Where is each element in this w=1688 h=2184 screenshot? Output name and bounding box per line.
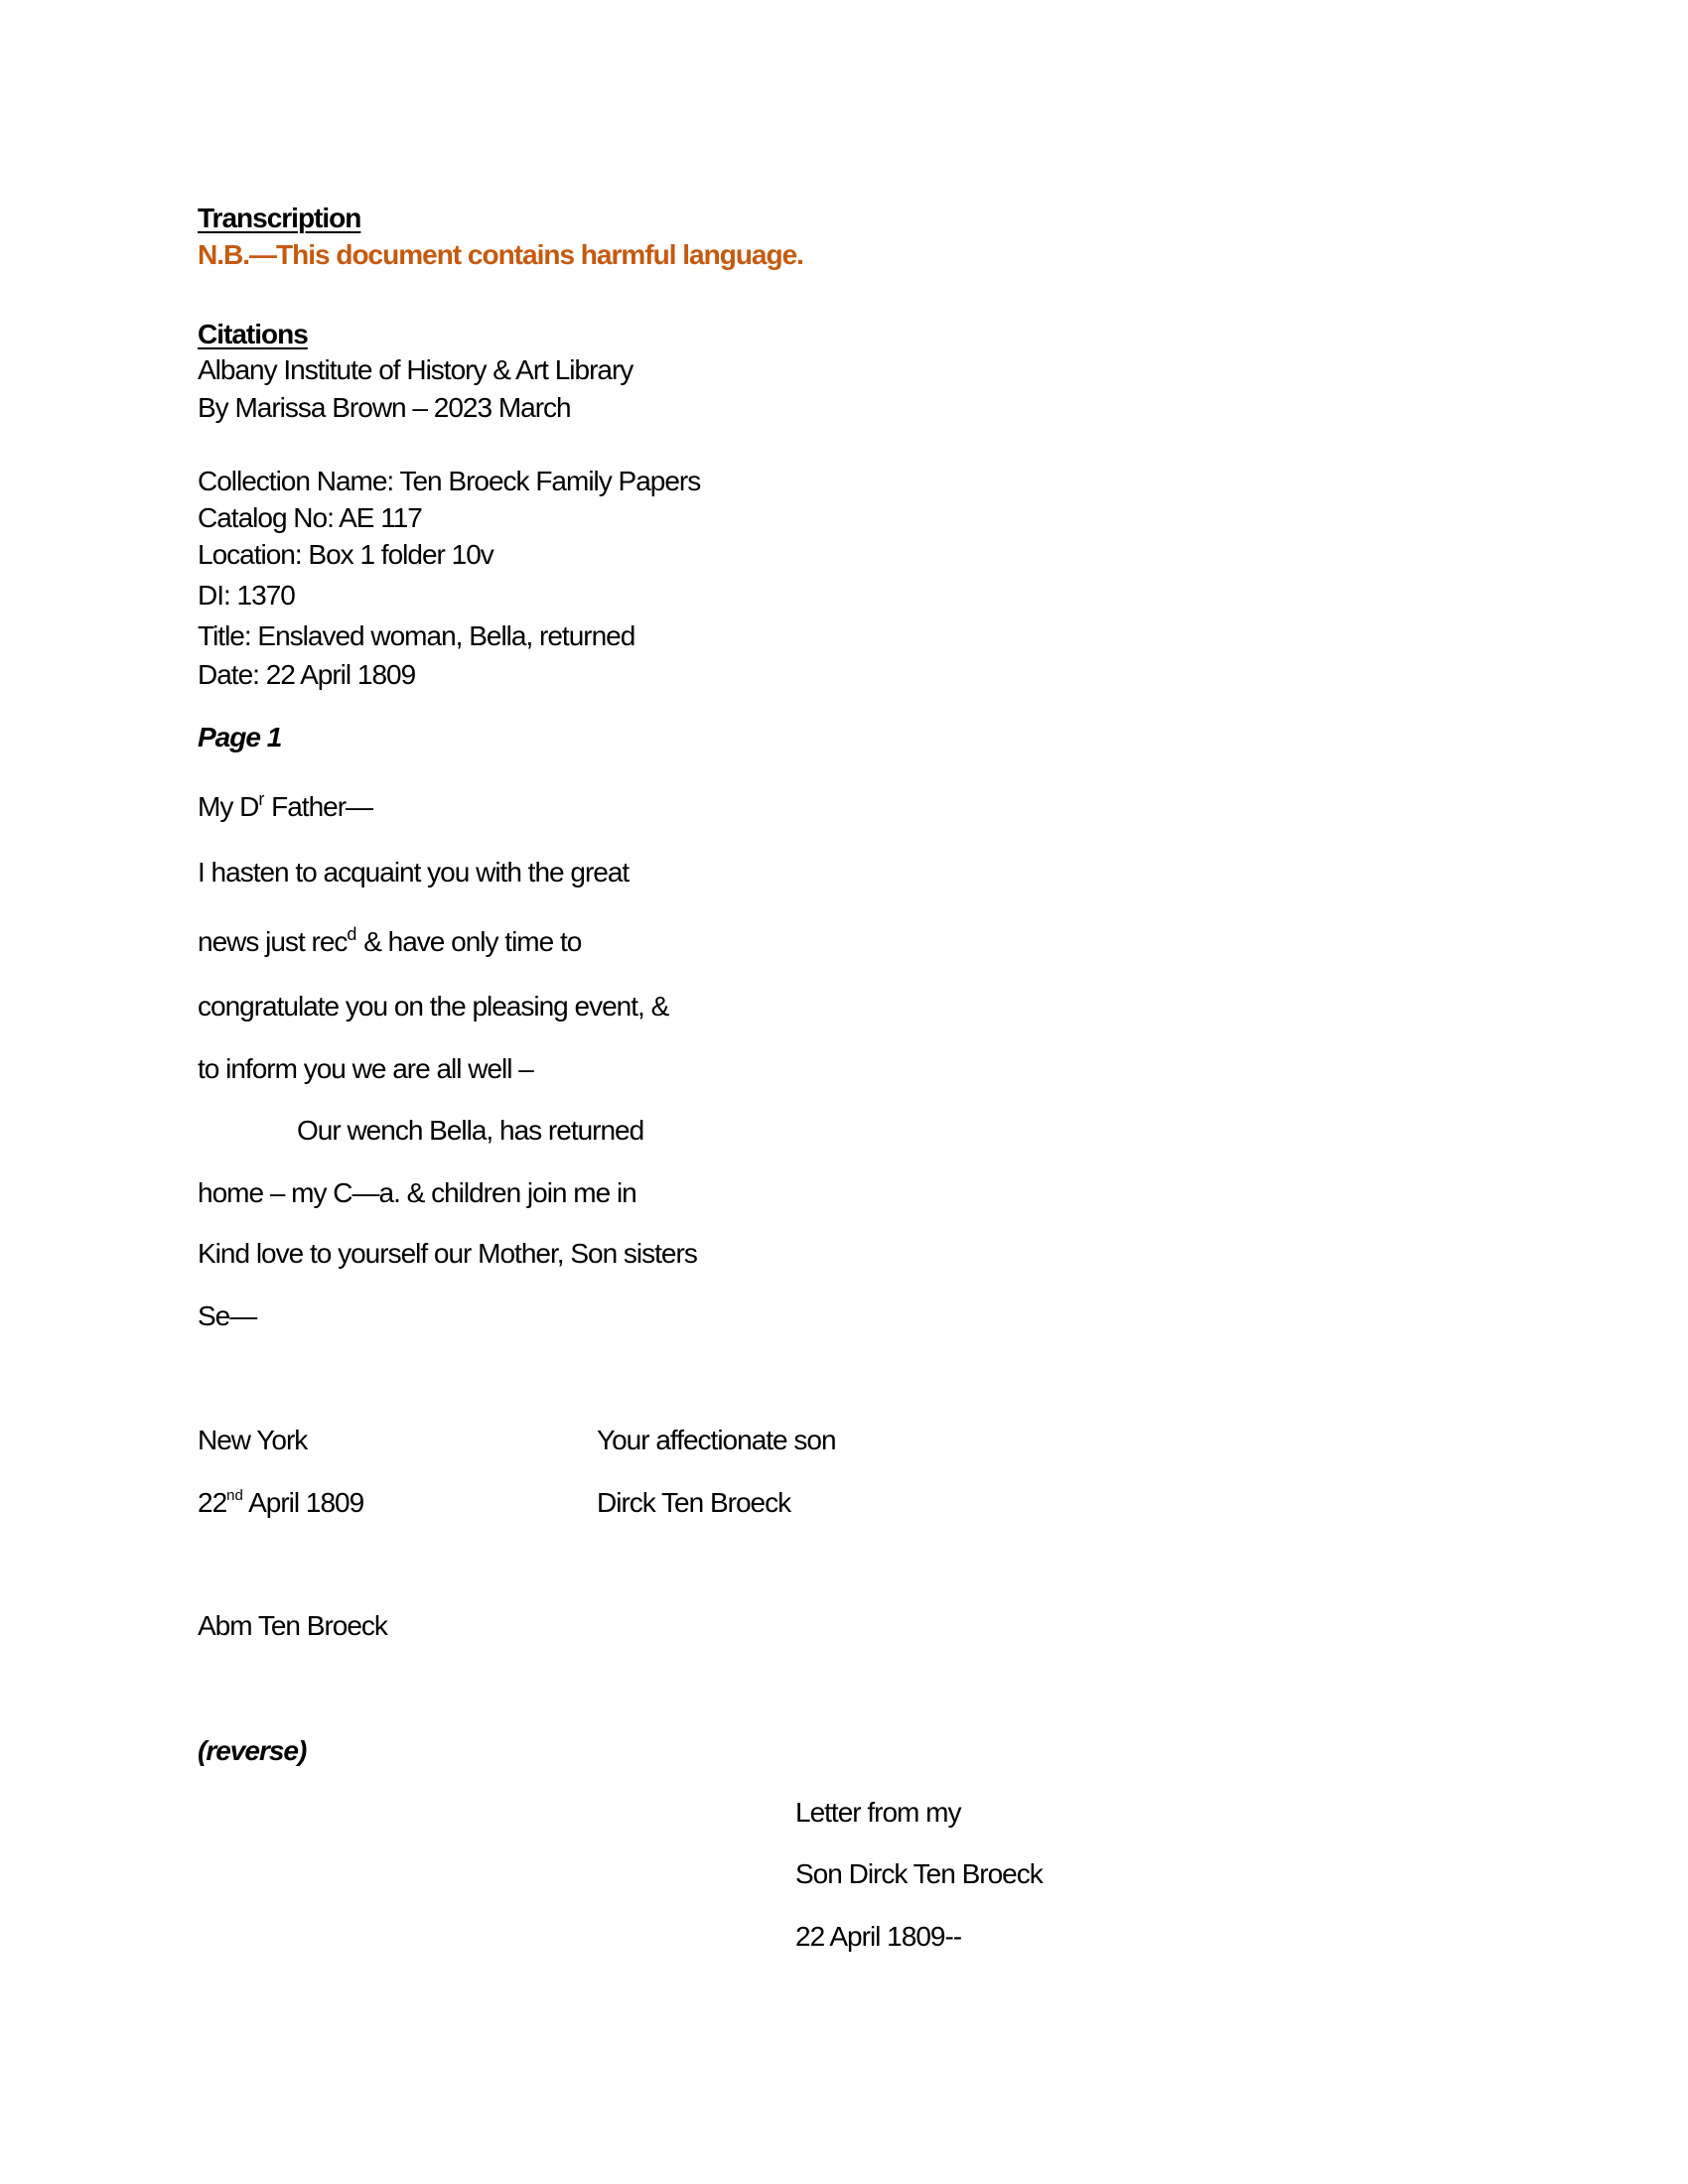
letter-line: I hasten to acquaint you with the great bbox=[198, 857, 630, 887]
salutation-text-end: Father— bbox=[264, 791, 373, 822]
citation-di: DI: 1370 bbox=[198, 580, 295, 611]
citation-author: By Marissa Brown – 2023 March bbox=[198, 392, 571, 423]
citation-catalog: Catalog No: AE 117 bbox=[198, 502, 422, 533]
letter-line: congratulate you on the pleasing event, & bbox=[198, 991, 669, 1022]
letter-date-day: 22 bbox=[198, 1487, 227, 1518]
letter-closing: Your affectionate son bbox=[597, 1425, 836, 1455]
letter-line-text: news just rec bbox=[198, 926, 348, 957]
citation-institution: Albany Institute of History & Art Library bbox=[198, 354, 633, 385]
letter-date bbox=[198, 1489, 363, 1517]
transcription-heading: Transcription bbox=[198, 203, 361, 233]
reverse-line: Son Dirck Ten Broeck bbox=[795, 1858, 1043, 1889]
letter-line-superscript: d bbox=[347, 924, 357, 944]
reverse-line: Letter from my bbox=[795, 1797, 961, 1828]
harmful-language-warning: N.B.—This document contains harmful language. bbox=[198, 239, 803, 270]
letter-line-text-end: & have only time to bbox=[356, 926, 582, 957]
citations-heading: Citations bbox=[198, 319, 308, 349]
letter-date-rest: April 1809 bbox=[242, 1487, 364, 1518]
letter-line: Kind love to yourself our Mother, Son sisters bbox=[198, 1238, 697, 1269]
citation-date: Date: 22 April 1809 bbox=[198, 659, 416, 690]
letter-line: home – my C—a. & children join me in bbox=[198, 1177, 636, 1208]
letter-line: Se— bbox=[198, 1300, 257, 1331]
letter-line-indented: Our wench Bella, has returned bbox=[297, 1115, 644, 1146]
letter-place: New York bbox=[198, 1425, 308, 1455]
salutation-superscript: r bbox=[258, 789, 265, 809]
page-1-heading: Page 1 bbox=[198, 722, 282, 752]
letter-line bbox=[198, 924, 582, 957]
citation-title: Title: Enslaved woman, Bella, returned bbox=[198, 620, 635, 651]
letter-addressee: Abm Ten Broeck bbox=[198, 1610, 387, 1641]
salutation-text: My D bbox=[198, 791, 259, 822]
reverse-line: 22 April 1809-- bbox=[795, 1921, 962, 1952]
letter-date-superscript: nd bbox=[226, 1487, 243, 1504]
citation-location: Location: Box 1 folder 10v bbox=[198, 539, 493, 570]
letter-salutation bbox=[198, 789, 373, 822]
citation-collection: Collection Name: Ten Broeck Family Papers bbox=[198, 466, 701, 496]
reverse-heading: (reverse) bbox=[198, 1735, 307, 1766]
letter-line: to inform you we are all well – bbox=[198, 1053, 533, 1084]
letter-signature: Dirck Ten Broeck bbox=[597, 1487, 791, 1518]
